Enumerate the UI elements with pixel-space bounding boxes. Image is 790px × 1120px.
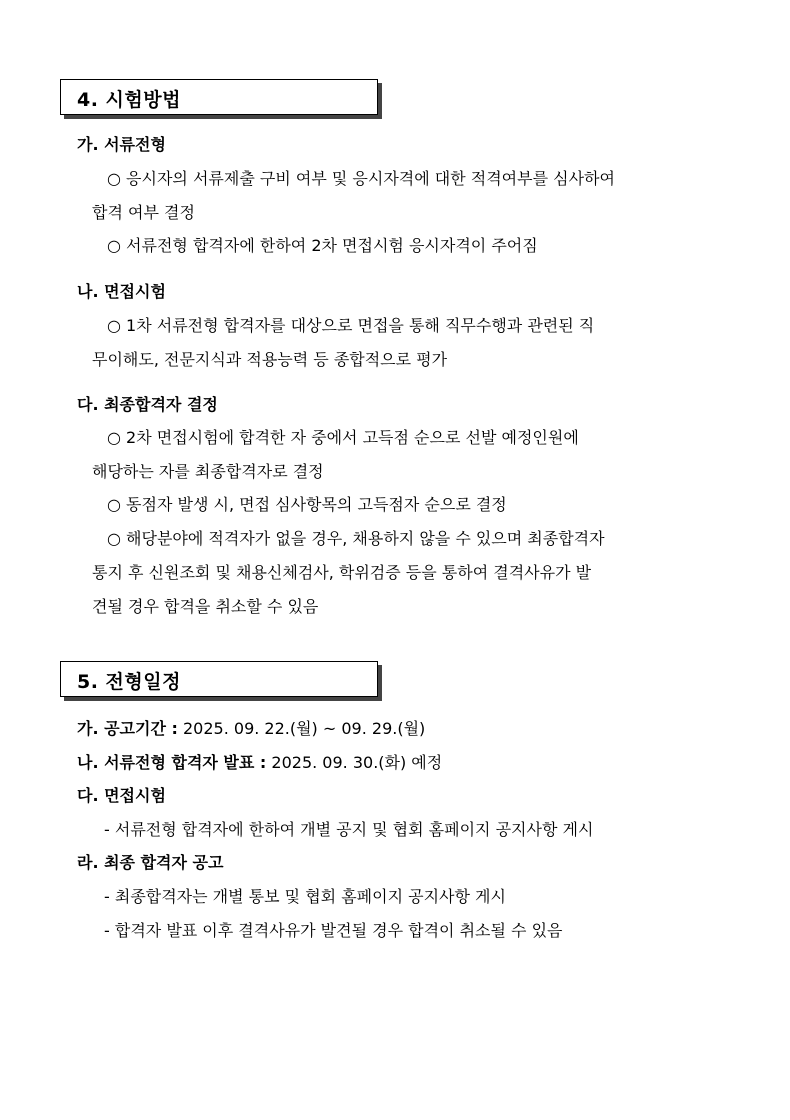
section-5-ga-value: 2025. 09. 22.(월) ~ 09. 29.(월) [177, 719, 426, 738]
section-5-da-heading: 다. 면접시험 [77, 786, 166, 805]
section-5-ra-item-2: - 합격자 발표 이후 결격사유가 발견될 경우 합격이 취소될 수 있음 [104, 921, 563, 940]
section-4-na-heading: 나. 면접시험 [77, 282, 166, 301]
section-4-da-item-2: ○ 동점자 발생 시, 면접 심사항목의 고득점자 순으로 결정 [107, 495, 507, 514]
section-5-ga-row [77, 719, 425, 739]
section-4-da-item-3-cont-2: 견될 경우 합격을 취소할 수 있음 [92, 597, 319, 616]
section-5-na-label: 나. 서류전형 합격자 발표 : [77, 753, 267, 772]
section-5-ra-item-1: - 최종합격자는 개별 통보 및 협회 홈페이지 공지사항 게시 [104, 887, 506, 906]
section-5-ra-heading: 라. 최종 합격자 공고 [77, 853, 224, 872]
section-4-ga-item-1: ○ 응시자의 서류제출 구비 여부 및 응시자격에 대한 적격여부를 심사하여 [107, 169, 615, 188]
section-5-na-row [77, 753, 442, 773]
section-5-na-value: 2025. 09. 30.(화) 예정 [266, 753, 443, 772]
section-4-da-item-3: ○ 해당분야에 적격자가 없을 경우, 채용하지 않을 수 있으며 최종합격자 [107, 529, 605, 548]
section-5-header-box [60, 661, 378, 697]
section-4-da-item-3-cont: 통지 후 신원조회 및 채용신체검사, 학위검증 등을 통하여 결격사유가 발 [92, 563, 592, 582]
section-4-ga-item-1-cont: 합격 여부 결정 [92, 203, 195, 222]
section-4-da-item-1: ○ 2차 면접시험에 합격한 자 중에서 고득점 순으로 선발 예정인원에 [107, 428, 579, 447]
section-4-title: 4. 시험방법 [77, 89, 181, 111]
section-4-da-item-1-cont: 해당하는 자를 최종합격자로 결정 [92, 462, 324, 481]
section-4-da-heading: 다. 최종합격자 결정 [77, 395, 218, 414]
section-4-ga-item-2: ○ 서류전형 합격자에 한하여 2차 면접시험 응시자격이 주어짐 [107, 236, 538, 255]
section-4-header-box [60, 79, 378, 115]
section-4-ga-heading: 가. 서류전형 [77, 135, 166, 154]
section-5-title: 5. 전형일정 [77, 671, 181, 693]
section-4-na-item-1-cont: 무이해도, 전문지식과 적용능력 등 종합적으로 평가 [92, 350, 448, 369]
section-5-ga-label: 가. 공고기간 : [77, 719, 178, 738]
section-4-na-item-1: ○ 1차 서류전형 합격자를 대상으로 면접을 통해 직무수행과 관련된 직 [107, 316, 595, 335]
section-5-da-item-1: - 서류전형 합격자에 한하여 개별 공지 및 협회 홈페이지 공지사항 게시 [104, 820, 594, 839]
